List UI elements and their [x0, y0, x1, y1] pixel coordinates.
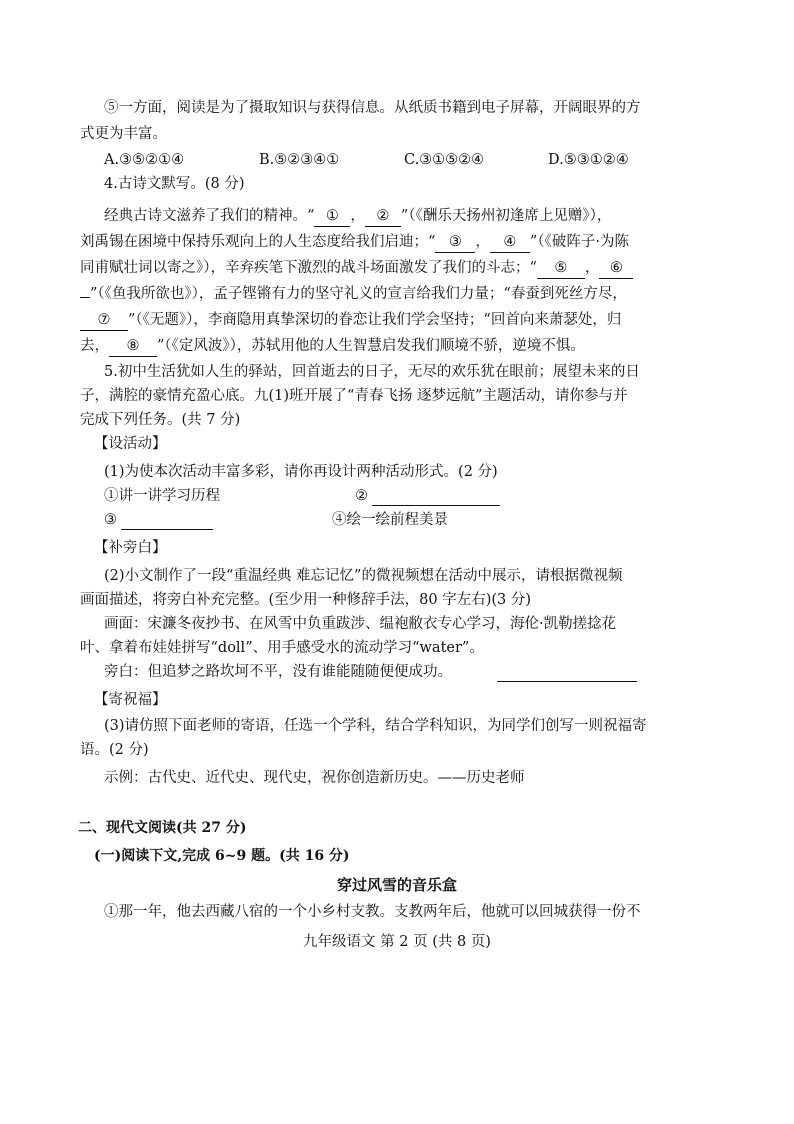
scene-line2: 叶、拿着布娃娃拼写“doll”、用手感受水的流动学习“water”。 [80, 640, 484, 656]
q4-line3 [80, 258, 633, 279]
q4-line2 [80, 232, 629, 253]
activity-3: ③ [104, 512, 117, 528]
q4-line6 [80, 336, 585, 357]
blank-4: ④ [490, 232, 530, 253]
q5-sub2-line2: 画面描述，将旁白补充完整。(至少用一种修辞手法，80 字左右)(3 分) [80, 592, 532, 608]
comma: ， [350, 208, 365, 224]
q5-line2: 子，满腔的豪情充盈心底。九(1)班开展了“青春飞扬 逐梦远航”主题活动，请你参与并 [80, 388, 628, 404]
q5-sub2-line1: (2)小文制作了一段“重温经典 难忘记忆”的微视频想在活动中展示，请根据微视频 [104, 568, 623, 584]
page-footer: 九年级语文 第 2 页 (共 8 页) [303, 934, 491, 950]
article-para1: ①那一年，他去西藏八宿的一个小乡村支教。支教两年后，他就可以回城获得一份不 [104, 904, 641, 920]
q3-option-d: D.⑤③①②④ [548, 152, 629, 168]
comma: ， [584, 260, 600, 276]
q4-text: 经典古诗文滋养了我们的精神。“ [104, 208, 315, 224]
q3-item5-line2: 式更为丰富。 [80, 126, 167, 142]
comma: ， [475, 234, 490, 250]
q4-text: ”（《鱼我所欲也》），孟子铿锵有力的坚守礼义的宣言给我们力量；“春蚕到死丝方尽， [90, 286, 627, 302]
q4-text: 去， [80, 338, 109, 354]
activity-2: ② [355, 488, 368, 504]
q3-item5-line1: ⑤一方面，阅读是为了摄取知识与获得信息。从纸质书籍到电子屏幕，开阔眼界的方 [104, 100, 641, 116]
blank-6: ⑥ [599, 258, 633, 279]
q4-text: 同甫赋壮词以寄之》），辛弃疾笔下激烈的战斗场面激发了我们的斗志；“ [80, 260, 537, 276]
q5-sub3-line2: 语。(2 分) [80, 742, 149, 758]
blank-6-continued [80, 297, 90, 298]
scene-line1: 画面：宋濂冬夜抄书、在风雪中负重跋涉、缊袍敝衣专心学习，海伦·凯勒搓捻花 [104, 616, 617, 632]
q3-option-b: B.⑤②③④① [259, 152, 340, 168]
tag-send-blessing: 【寄祝福】 [94, 692, 167, 708]
tag-add-narration: 【补旁白】 [94, 540, 167, 556]
q4-text: ”（《定风波》），苏轼用他的人生智慧启发我们顺境不骄，逆境不惧。 [157, 338, 585, 354]
q4-text: ”（《酬乐天扬州初逢席上见赠》）， [400, 208, 612, 224]
narration-line: 旁白：但追梦之路坎坷不平，没有谁能随随便便成功。 [104, 664, 452, 680]
example-line: 示例：古代史、近代史、现代史，祝你创造新历史。——历史老师 [104, 770, 525, 786]
q4-line5 [80, 310, 621, 331]
q4-text: ”（《破阵子·为陈 [529, 234, 629, 250]
activity-4: ④绘一绘前程美景 [332, 512, 448, 528]
activity-1: ①讲一讲学习历程 [104, 488, 220, 504]
article-title: 穿过风雪的音乐盒 [336, 876, 457, 894]
tag-design-activity: 【设活动】 [94, 436, 167, 452]
section-2-title: 二、现代文阅读(共 27 分) [78, 820, 247, 836]
blank-2: ② [365, 206, 401, 227]
blank-5: ⑤ [537, 258, 585, 279]
q5-sub3-line1: (3)请仿照下面老师的寄语，任选一个学科，结合学科知识，为同学们创写一则祝福寄 [104, 718, 647, 734]
q4-text: ”（《无题》），李商隐用真挚深切的眷恋让我们学会坚持；“回首向来萧瑟处，归 [128, 312, 622, 328]
answer-line-activity-3[interactable] [121, 529, 213, 530]
answer-line-narration[interactable] [497, 681, 637, 682]
blank-8: ⑧ [109, 336, 157, 357]
q3-option-c: C.③①⑤②④ [404, 152, 485, 168]
q4-line4 [80, 284, 627, 304]
blank-3: ③ [435, 232, 475, 253]
q4-title: 4.古诗文默写。(8 分) [104, 176, 245, 192]
blank-1: ① [314, 206, 350, 227]
answer-line-activity-2[interactable] [372, 505, 500, 506]
q4-text: 刘禹锡在困境中保持乐观向上的人生态度给我们启迪；“ [80, 234, 436, 250]
blank-7: ⑦ [80, 310, 128, 331]
q4-line1 [104, 206, 611, 227]
section-2-part1: (一)阅读下文,完成 6~9 题。(共 16 分) [94, 848, 350, 864]
q5-line1: 5.初中生活犹如人生的驿站，回首逝去的日子，无尽的欢乐犹在眼前；展望未来的日 [104, 364, 640, 380]
q5-sub1: (1)为使本次活动丰富多彩，请你再设计两种活动形式。(2 分) [104, 464, 498, 480]
q3-option-a: A.③⑤②①④ [104, 152, 185, 168]
q5-line3: 完成下列任务。(共 7 分) [80, 412, 241, 428]
